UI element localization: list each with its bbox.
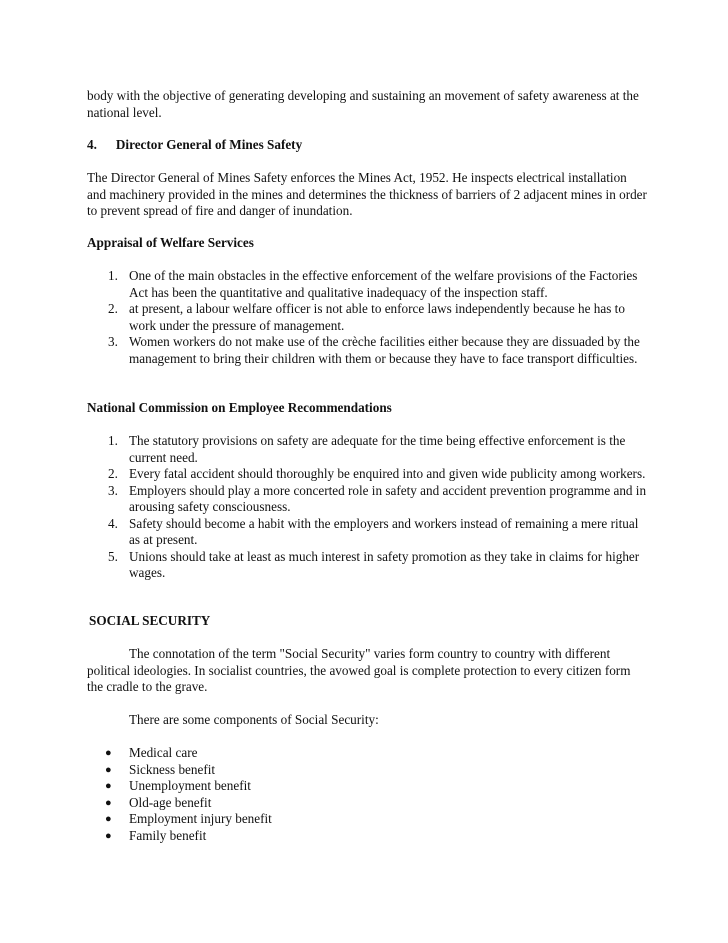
appraisal-list xyxy=(87,268,647,367)
list-item: 5. Unions should take at least as much interest in safety promotion as they take in claims for higher wages. xyxy=(108,548,640,580)
bullet-icon: ● xyxy=(105,813,112,825)
list-item: 1. The statutory provisions on safety are adequate for the time being effective enforcement is the current need. xyxy=(108,433,626,465)
commission-list xyxy=(87,433,647,582)
components-list xyxy=(87,745,647,844)
list-item: ● Old-age benefit xyxy=(105,794,212,810)
bullet-icon: ● xyxy=(105,763,112,776)
list-item: ● Sickness benefit xyxy=(105,761,216,777)
intro-paragraph: body with the objective of generating developing and sustaining an movement of safety awareness at the national level. xyxy=(87,88,639,120)
list-item: ● Medical care xyxy=(105,745,198,760)
commission-heading: National Commission on Employee Recommendations xyxy=(87,400,392,415)
social-security-paragraph: The connotation of the term "Social Security" varies form country to country with different political ideologies. In socialist countries, the avowed goal is complete protection to every citizen form the cradle to the grave. xyxy=(87,646,631,694)
components-intro: There are some components of Social Security: xyxy=(129,712,379,727)
list-item: 1. One of the main obstacles in the effective enforcement of the welfare provisions of the Factories Act has been the quantitative and qualitative inadequacy of the inspection staff. xyxy=(108,268,638,300)
list-item: 3. Women workers do not make use of the crèche facilities either because they are dissuaded by the management to bring their children with them or because they have to face transport difficulties. xyxy=(108,334,640,366)
list-item: 4. Safety should become a habit with the employers and workers instead of remaining a mere ritual as at present. xyxy=(108,515,639,547)
list-item: 2. Every fatal accident should thoroughly be enquired into and given wide publicity among workers. xyxy=(108,466,646,481)
bullet-icon: ● xyxy=(105,796,112,809)
section-4-number: 4. xyxy=(87,137,97,152)
list-item: ● Employment injury benefit xyxy=(105,811,272,826)
list-item: ● Unemployment benefit xyxy=(105,778,251,793)
social-security-heading: SOCIAL SECURITY xyxy=(89,613,211,628)
bullet-icon: ● xyxy=(105,829,112,842)
section-4-heading xyxy=(87,137,647,154)
list-item: 3. Employers should play a more concerted role in safety and accident prevention programme and in arousing safety consciousness. xyxy=(108,482,647,514)
section-4-title: Director General of Mines Safety xyxy=(115,137,303,152)
list-item: 2. at present, a labour welfare officer is not able to enforce laws independently because he has to work under the pressure of management. xyxy=(108,301,625,333)
section-4-paragraph: The Director General of Mines Safety enforces the Mines Act, 1952. He inspects electrical installation and machinery provided in the mines and determines the thickness of barriers of 2 adjacent mines in order to prevent spread of fire and danger of inundation. xyxy=(87,170,647,218)
bullet-icon: ● xyxy=(105,747,112,759)
appraisal-heading: Appraisal of Welfare Services xyxy=(87,235,254,250)
bullet-icon: ● xyxy=(105,780,112,792)
list-item: ● Family benefit xyxy=(105,827,207,843)
